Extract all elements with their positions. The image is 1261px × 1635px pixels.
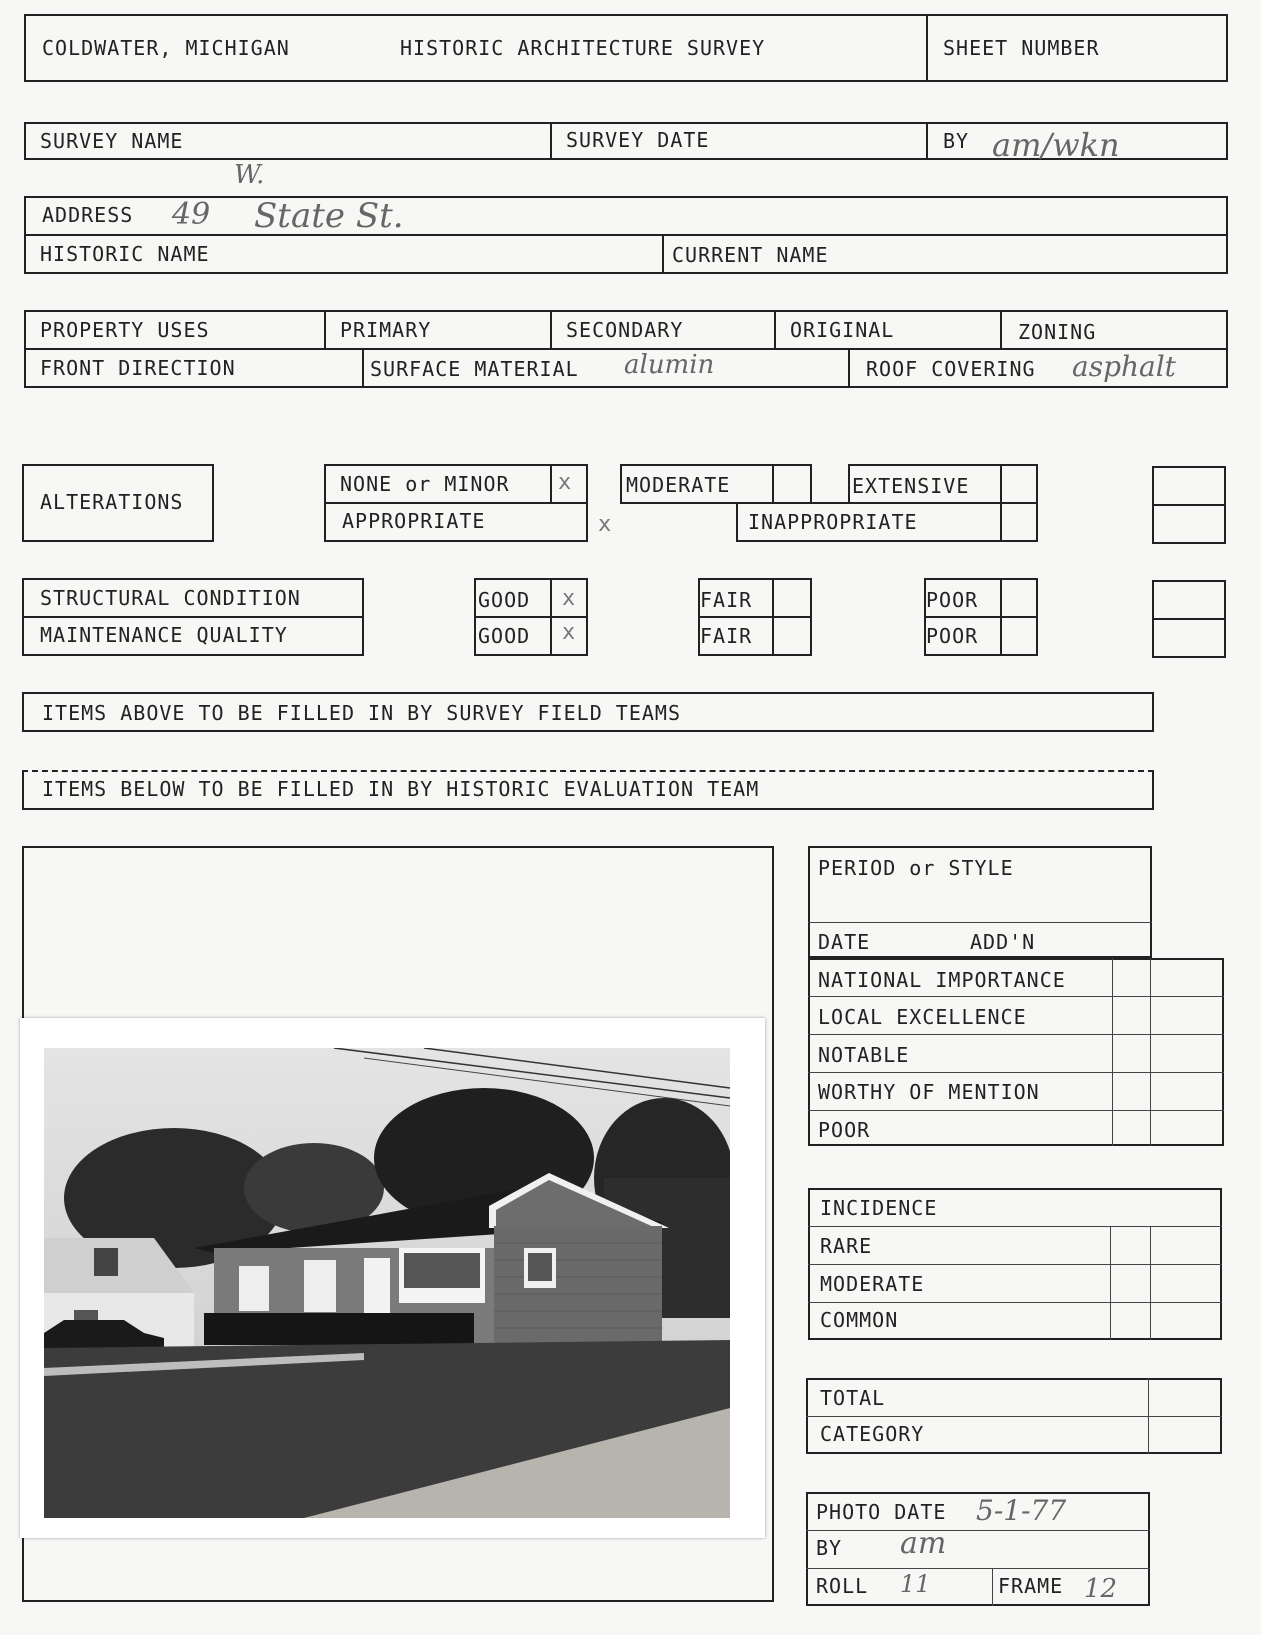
category-label: CATEGORY [820,1422,925,1446]
zoning-label: ZONING [1018,320,1097,344]
photo-info-row-2 [806,1568,1150,1569]
survey-name-label: SURVEY NAME [40,129,184,153]
address-row-divider [24,234,1228,236]
good-check-divider [550,578,552,656]
secondary-label: SECONDARY [566,318,684,342]
evaluation-team-note: ITEMS BELOW TO BE FILLED IN BY HISTORIC EVALUATION TEAM [42,777,760,801]
roll-value: 11 [900,1570,931,1598]
moderate-alt-divider [772,464,774,504]
good-divider [474,616,588,618]
roof-covering-label: ROOF COVERING [866,357,1036,381]
property-divider-6 [848,348,850,388]
worthy-of-mention-label: WORTHY OF MENTION [818,1080,1040,1104]
frame-value: 12 [1084,1574,1118,1604]
addn-label: ADD'N [970,930,1036,954]
photo-info-row-1 [806,1530,1150,1531]
house-photo-image [44,1048,730,1518]
address-prefix: W. [234,160,265,190]
form-title: HISTORIC ARCHITECTURE SURVEY [400,36,766,60]
poor-structural-label: POOR [926,588,979,612]
poor-check-divider [1000,578,1002,656]
national-importance-label: NATIONAL IMPORTANCE [818,968,1066,992]
house-photograph [20,1018,765,1538]
survey-divider-1 [550,122,552,160]
survey-by-value: am/wkn [992,126,1120,164]
photo-by-value: am [900,1526,947,1561]
importance-row-2 [808,1034,1224,1035]
address-divider [662,234,664,274]
moderate-alt-label: MODERATE [626,473,731,497]
totals-divider [806,1416,1222,1417]
survey-date-label: SURVEY DATE [566,128,710,152]
moderate-incidence-label: MODERATE [820,1272,925,1296]
property-divider-4 [1000,310,1002,348]
property-uses-label: PROPERTY USES [40,318,210,342]
incidence-row-1 [808,1226,1222,1227]
original-label: ORIGINAL [790,318,895,342]
fair-maintenance-label: FAIR [700,624,753,648]
address-street: State St. [254,196,404,236]
notable-label: NOTABLE [818,1043,910,1067]
appropriate-mark: x [598,512,612,537]
common-label: COMMON [820,1308,899,1332]
frame-label: FRAME [998,1574,1064,1598]
survey-divider-2 [926,122,928,160]
total-label: TOTAL [820,1386,886,1410]
importance-row-3 [808,1072,1224,1073]
photo-by-label: BY [816,1536,843,1560]
extensive-label: EXTENSIVE [852,474,970,498]
totals-score-divider [1148,1378,1149,1454]
field-team-note: ITEMS ABOVE TO BE FILLED IN BY SURVEY FIELD TEAMS [42,701,682,725]
none-minor-label: NONE or MINOR [340,472,510,496]
alterations-score-divider [1152,504,1226,506]
condition-label-divider [22,616,364,618]
poor-divider [924,616,1038,618]
poor-maintenance-label: POOR [926,624,979,648]
local-excellence-label: LOCAL EXCELLENCE [818,1005,1027,1029]
front-direction-label: FRONT DIRECTION [40,356,236,380]
roof-covering-value: asphalt [1072,350,1176,383]
sheet-number-label: SHEET NUMBER [943,36,1100,60]
structural-condition-label: STRUCTURAL CONDITION [40,586,301,610]
historic-name-label: HISTORIC NAME [40,242,210,266]
incidence-label: INCIDENCE [820,1196,938,1220]
incidence-score-divider [1110,1226,1111,1340]
fair-divider [698,616,812,618]
property-divider-1 [324,310,326,348]
surface-material-label: SURFACE MATERIAL [370,357,579,381]
survey-by-label: BY [943,129,970,153]
property-divider-5 [362,348,364,388]
primary-label: PRIMARY [340,318,432,342]
good-maintenance-label: GOOD [478,624,531,648]
none-minor-mark: x [558,470,572,495]
incidence-row-2 [808,1264,1222,1265]
importance-score-divider [1112,958,1113,1146]
inappropriate-label: INAPPROPRIATE [748,510,918,534]
property-divider-2 [550,310,552,348]
rare-label: RARE [820,1234,873,1258]
incidence-score-divider-2 [1150,1226,1151,1340]
incidence-row-3 [808,1302,1222,1303]
current-name-label: CURRENT NAME [672,243,829,267]
good-structural-label: GOOD [478,588,531,612]
header-divider [926,14,928,82]
period-style-label: PERIOD or STYLE [818,856,1014,880]
none-minor-check-divider [550,464,552,504]
address-label: ADDRESS [42,203,134,227]
date-label: DATE [818,930,871,954]
appropriate-label: APPROPRIATE [342,509,486,533]
address-number: 49 [172,197,211,232]
good-maintenance-mark: x [562,620,576,645]
roll-frame-divider [992,1568,993,1606]
importance-row-4 [808,1110,1224,1111]
photo-date-label: PHOTO DATE [816,1500,947,1524]
roll-label: ROLL [816,1574,869,1598]
property-divider-3 [774,310,776,348]
date-divider [808,922,1152,923]
importance-row-1 [808,996,1224,997]
city-label: COLDWATER, MICHIGAN [42,36,290,60]
good-structural-mark: x [562,586,576,611]
photo-date-value: 5-1-77 [976,1494,1067,1527]
fair-structural-label: FAIR [700,588,753,612]
condition-score-divider [1152,618,1226,620]
alterations-label: ALTERATIONS [40,490,184,514]
surface-material-value: alumin [624,350,715,380]
importance-score-divider-2 [1150,958,1151,1146]
maintenance-quality-label: MAINTENANCE QUALITY [40,623,288,647]
fair-check-divider [772,578,774,656]
poor-evaluation-label: POOR [818,1118,871,1142]
